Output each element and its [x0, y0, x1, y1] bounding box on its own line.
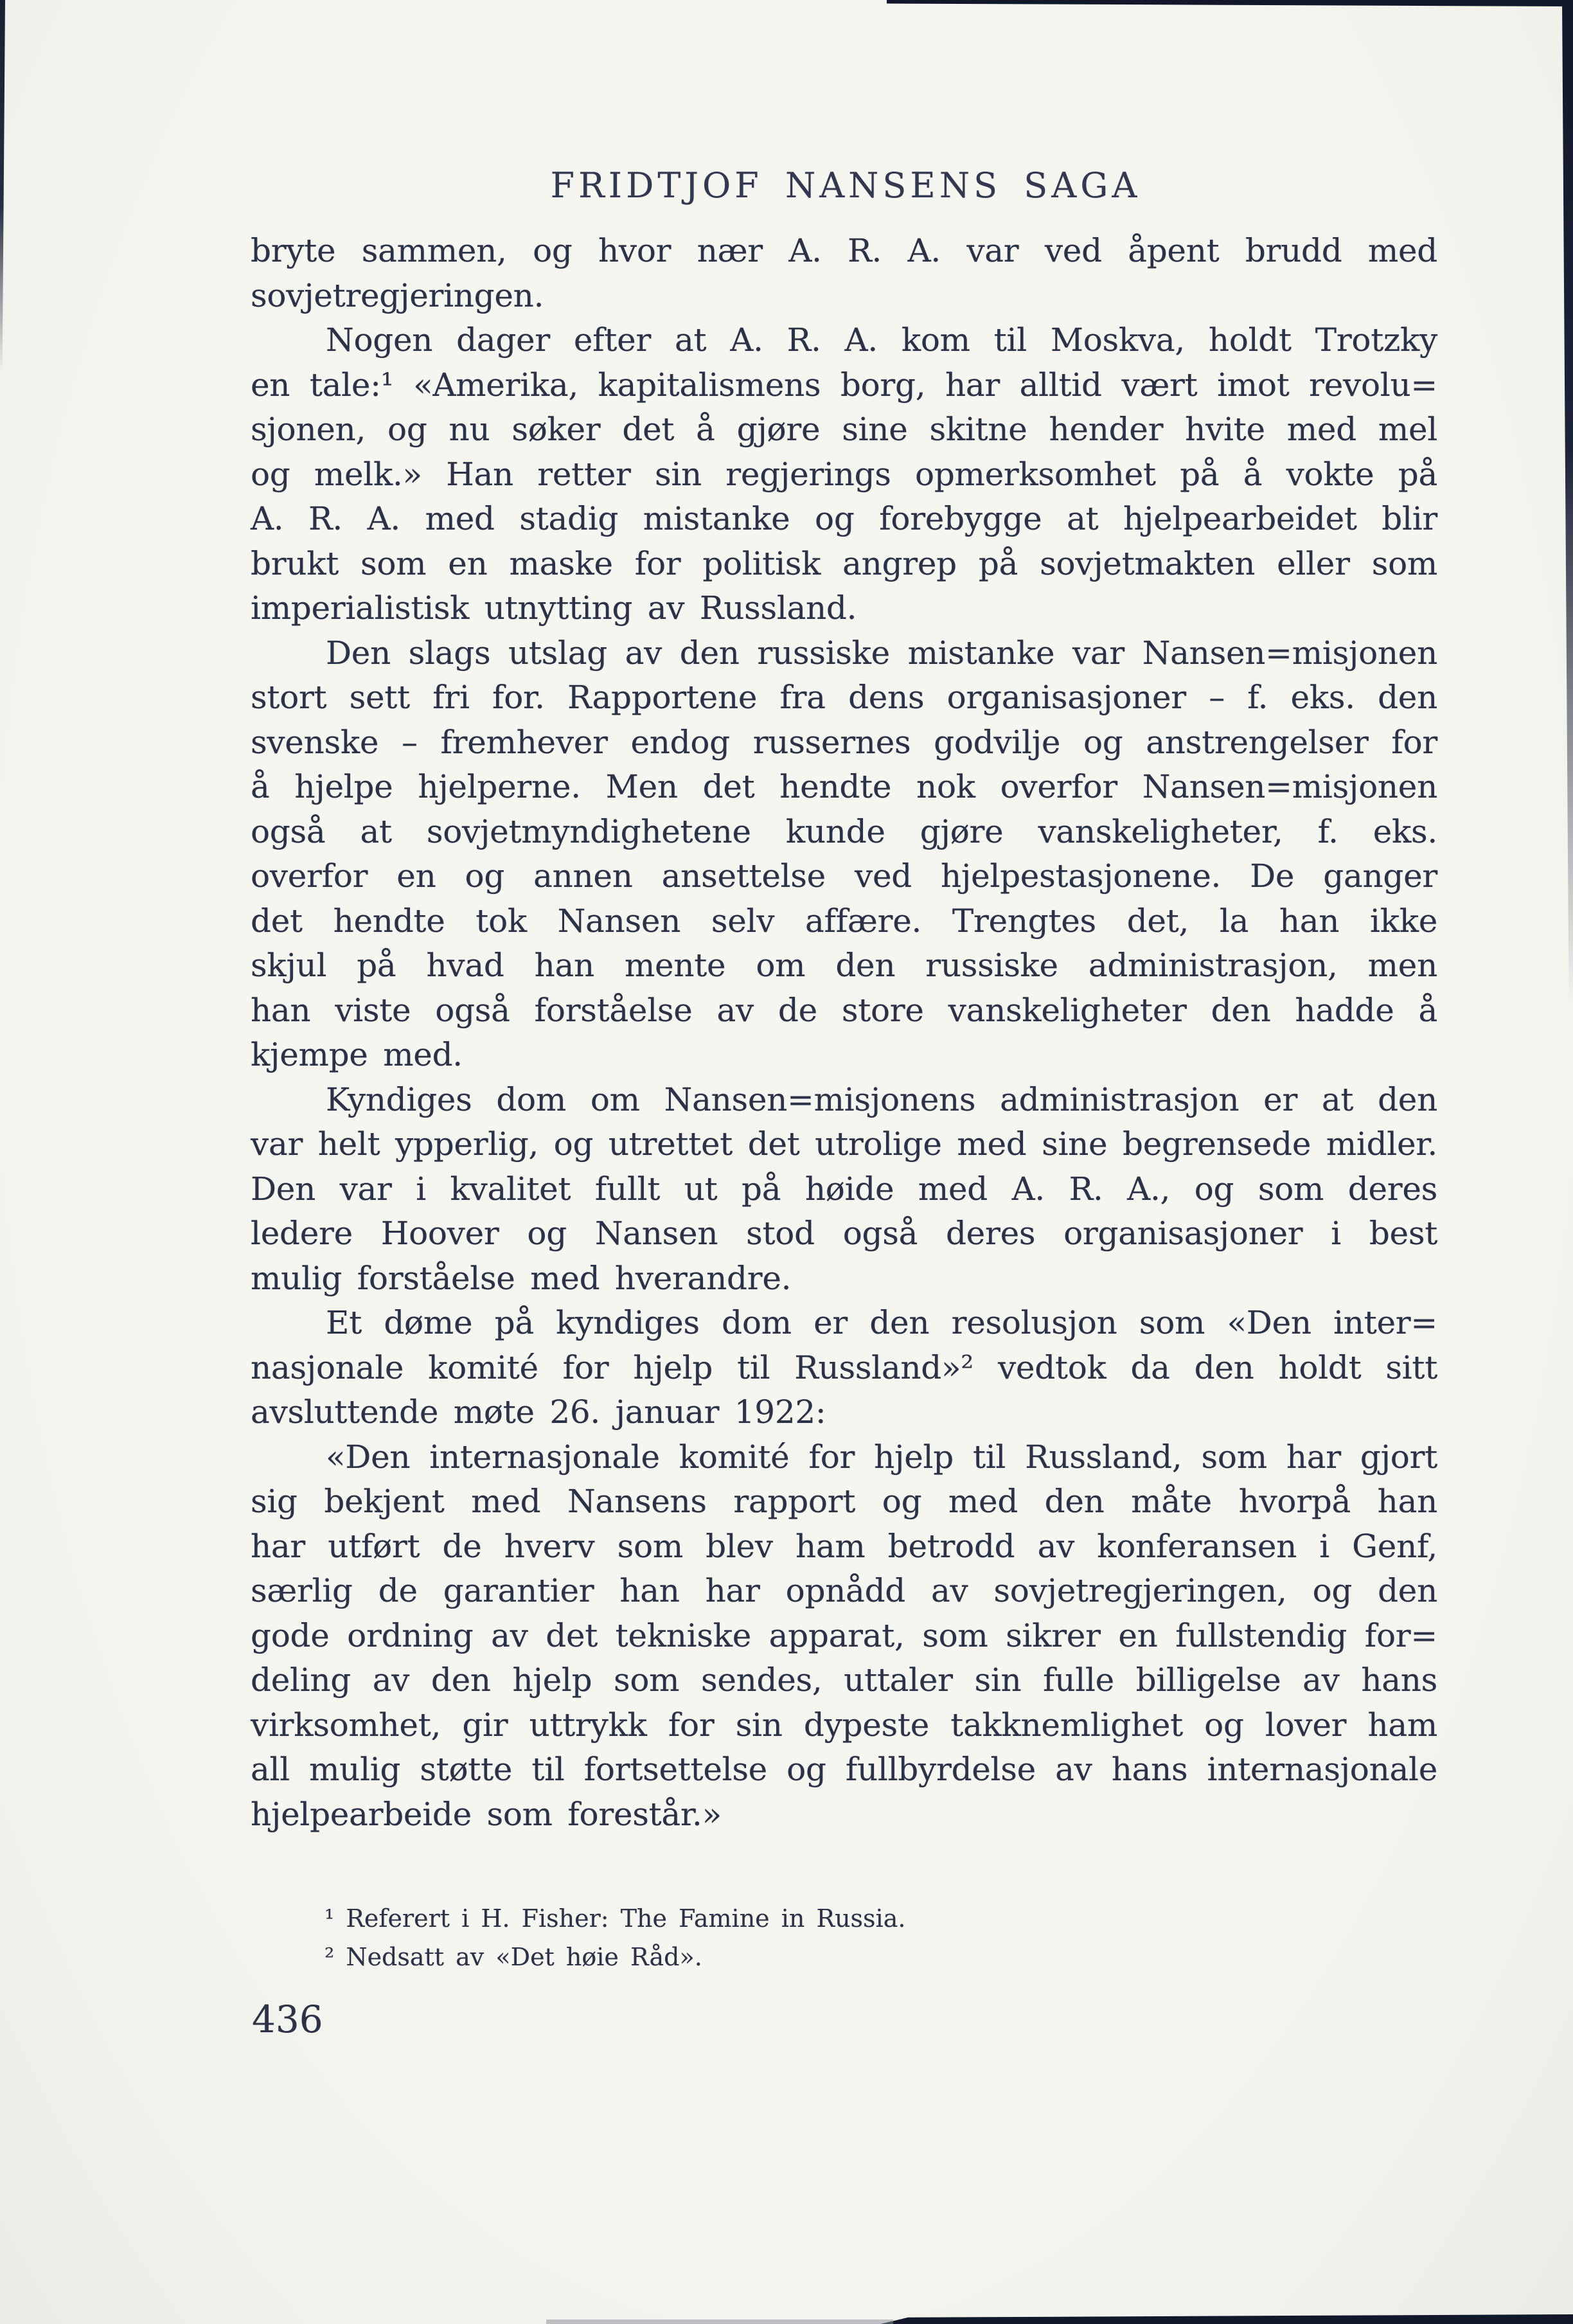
- text-line: brukt som en maske for politisk angrep på sovjetmakten eller som: [251, 544, 1437, 582]
- text-line: å hjelpe hjelperne. Men det hendte nok overfor Nansen=misjonen: [251, 768, 1437, 805]
- text-line: overfor en og annen ansettelse ved hjelpestasjonene. De ganger: [251, 857, 1437, 895]
- text-line: virksomhet, gir uttrykk for sin dypeste takknemlighet og lover ham: [251, 1706, 1437, 1744]
- text-line: Den slags utslag av den russiske mistanke var Nansen=misjonen: [326, 634, 1437, 672]
- text-line: det hendte tok Nansen selv affære. Trengtes det, la han ikke: [251, 902, 1437, 940]
- text-line: hjelpearbeide som forestår.»: [251, 1795, 722, 1833]
- text-line: var helt ypperlig, og utrettet det utrolige med sine begrensede midler.: [251, 1125, 1437, 1163]
- text-line: imperialistisk utnytting av Russland.: [251, 589, 857, 627]
- text-line: har utført de hverv som blev ham betrodd av konferansen i Genf,: [251, 1527, 1437, 1565]
- text-line: kjempe med.: [251, 1036, 463, 1073]
- text-line: all mulig støtte til fortsettelse og fullbyrdelse av hans internasjonale: [251, 1751, 1437, 1788]
- text-line: stort sett fri for. Rapportene fra dens organisasjoner – f. eks. den: [251, 679, 1437, 716]
- text-line: Nogen dager efter at A. R. A. kom til Moskva, holdt Trotzky: [326, 321, 1437, 359]
- text-line: og melk.» Han retter sin regjerings opmerksomhet på å vokte på: [251, 455, 1437, 493]
- scan-artifact-bottom-edge: [880, 2314, 1573, 2324]
- running-head: FRIDTJOF NANSENS SAGA: [550, 165, 1141, 206]
- text-line: A. R. A. med stadig mistanke og forebygge at hjelpearbeidet blir: [251, 500, 1437, 537]
- text-line: også at sovjetmyndighetene kunde gjøre vanskeligheter, f. eks.: [251, 812, 1437, 850]
- scan-artifact-right-edge: [1562, 0, 1573, 1003]
- text-line: en tale:¹ «Amerika, kapitalismens borg, har alltid vært imot revolu=: [251, 366, 1437, 404]
- text-line: særlig de garantier han har opnådd av sovjetregjeringen, og den: [251, 1572, 1437, 1609]
- text-line: skjul på hvad han mente om den russiske administrasjon, men: [251, 947, 1437, 984]
- footnotes: [324, 1899, 1443, 1976]
- text-line: avsluttende møte 26. januar 1922:: [251, 1393, 826, 1431]
- page-number: 436: [252, 1998, 323, 2041]
- scan-artifact-top-edge: [887, 0, 1573, 6]
- footnote: ² Nedsatt av «Det høie Råd».: [324, 1943, 702, 1971]
- text-line: «Den internasjonale komité for hjelp til Russland, som har gjort: [326, 1438, 1437, 1476]
- text-line: sig bekjent med Nansens rapport og med den måte hvorpå han: [251, 1483, 1437, 1520]
- text-line: bryte sammen, og hvor nær A. R. A. var ved åpent brudd med: [251, 232, 1437, 269]
- text-line: gode ordning av det tekniske apparat, som sikrer en fullstendig for=: [251, 1616, 1437, 1654]
- scan-artifact-bottom-shadow: [546, 2320, 893, 2324]
- text-line: deling av den hjelp som sendes, uttaler sin fulle billigelse av hans: [251, 1661, 1437, 1699]
- text-line: Et døme på kyndiges dom er den resolusjon som «Den inter=: [326, 1304, 1437, 1341]
- text-line: ledere Hoover og Nansen stod også deres organisasjoner i best: [251, 1215, 1437, 1252]
- text-line: Den var i kvalitet fullt ut på høide med A. R. A., og som deres: [251, 1170, 1437, 1208]
- footnote: ¹ Referert i H. Fisher: The Famine in Russia.: [324, 1904, 906, 1933]
- text-line: han viste også forståelse av de store vanskeligheter den hadde å: [251, 991, 1437, 1029]
- text-line: svenske – fremhever endog russernes godvilje og anstrengelser for: [251, 723, 1437, 761]
- text-line: sjonen, og nu søker det å gjøre sine skitne hender hvite med mel: [251, 411, 1437, 448]
- body-text: [251, 229, 1437, 1837]
- text-line: nasjonale komité for hjelp til Russland»² vedtok da den holdt sitt: [251, 1348, 1437, 1386]
- text-line: Kyndiges dom om Nansen=misjonens administrasjon er at den: [326, 1080, 1437, 1118]
- text-line: mulig forståelse med hverandre.: [251, 1259, 792, 1297]
- text-line: sovjetregjeringen.: [251, 276, 544, 314]
- scan-artifact-left-edge: [0, 0, 5, 373]
